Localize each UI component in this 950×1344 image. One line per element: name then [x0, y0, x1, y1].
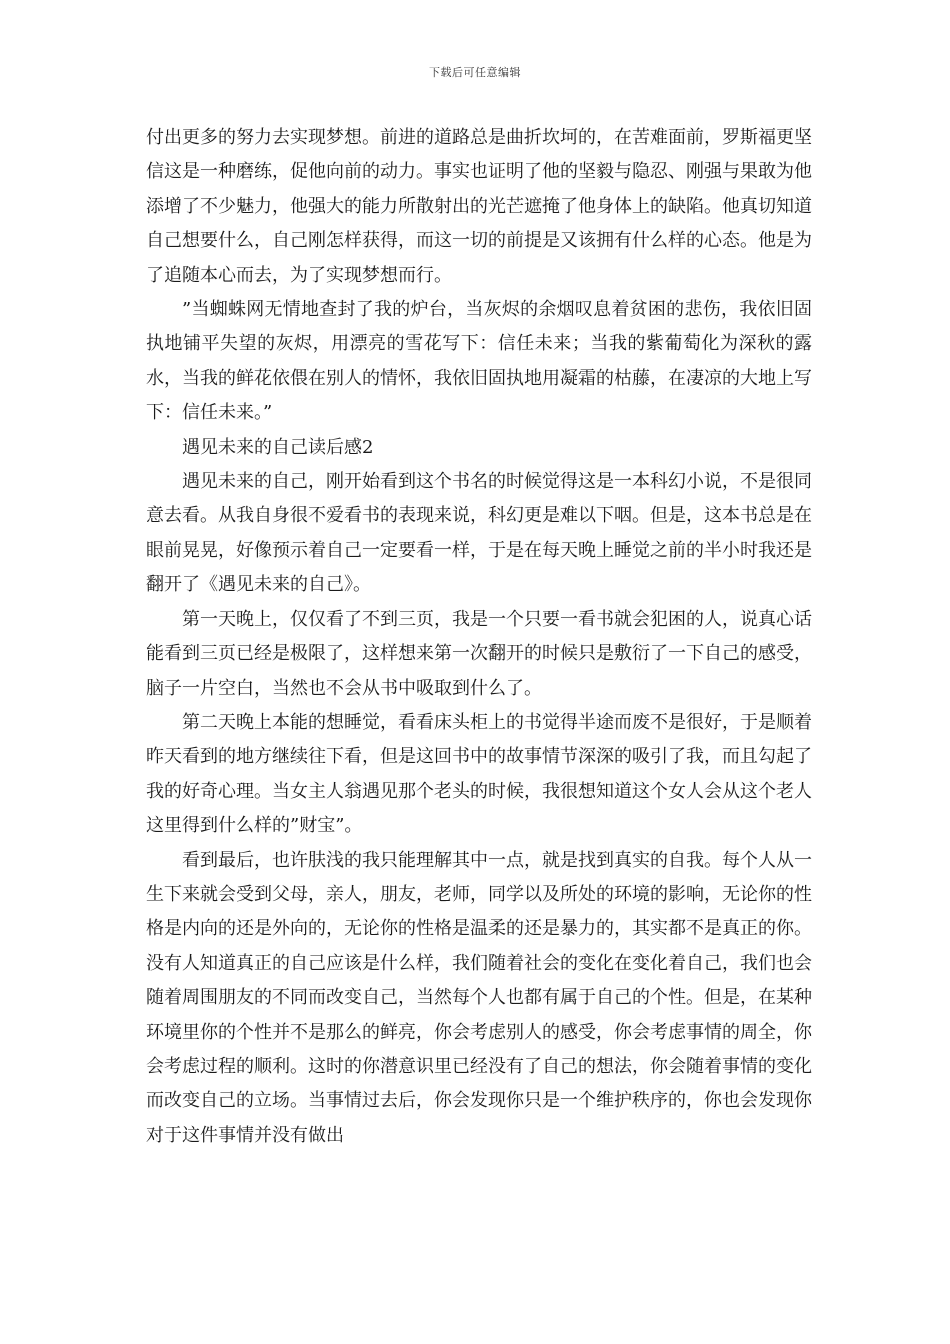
paragraph-3: 遇见未来的自己，刚开始看到这个书名的时候觉得这是一本科幻小说，不是很同意去看。从我自身很不爱看书的表现来说，科幻更是难以下咽。但是，这本书总是在眼前晃晃，好像预示着自己一定要看一样，于是在每天晚上睡觉之前的半小时我还是翻开了《遇见未来的自己》。 [146, 471, 812, 596]
section-heading: 遇见未来的自己读后感2 [182, 436, 374, 458]
paragraph-6: 看到最后，也许肤浅的我只能理解其中一点，就是找到真实的自我。每个人从一生下来就会受到父母，亲人，朋友，老师，同学以及所处的环境的影响，无论你的性格是内向的还是外向的，无论你的性格是温柔的还是暴力的，其实都不是真正的你。没有人知道真正的自己应该是什么样，我们随着社会的变化在变化着自己，我们也会随着周围朋友的不同而改变自己，当然每个人也都有属于自己的个性。但是，在某种环境里你的个性并不是那么的鲜亮，你会考虑别人的感受，你会考虑事情的周全，你会考虑过程的顺利。这时的你潜意识里已经没有了自己的想法，你会随着事情的变化而改变自己的立场。当事情过去后，你会发现你只是一个维护秩序的，你也会发现你对于这件事情并没有做出 [146, 849, 812, 1146]
document-body [146, 121, 812, 1153]
paragraph-5: 第二天晚上本能的想睡觉，看看床头柜上的书觉得半途而废不是很好，于是顺着昨天看到的地方继续往下看，但是这回书中的故事情节深深的吸引了我，而且勾起了我的好奇心理。当女主人翁遇见那个老头的时候，我很想知道这个女人会从这个老人这里得到什么样的”财宝”。 [146, 711, 812, 837]
paragraph-1: 付出更多的努力去实现梦想。前进的道路总是曲折坎坷的，在苦难面前，罗斯福更坚信这是一种磨练，促他向前的动力。事实也证明了他的坚毅与隐忍、刚强与果敢为他添增了不少魅力，他强大的能力所散射出的光芒遮掩了他身体上的缺陷。他真切知道自己想要什么，自己刚怎样获得，而这一切的前提是又该拥有什么样的心态。他是为了追随本心而去，为了实现梦想而行。 [146, 127, 812, 286]
page-header: 下载后可任意编辑 [429, 66, 521, 79]
paragraph-4: 第一天晚上，仅仅看了不到三页，我是一个只要一看书就会犯困的人，说真心话能看到三页已经是极限了，这样想来第一次翻开的时候只是敷衍了一下自己的感受，脑子一片空白，当然也不会从书中吸取到什么了。 [146, 608, 812, 699]
paragraph-2-quote: ”当蜘蛛网无情地查封了我的炉台，当灰烬的余烟叹息着贫困的悲伤，我依旧固执地铺平失望的灰烬，用漂亮的雪花写下：信任未来；当我的紫葡萄化为深秋的露水，当我的鲜花依偎在别人的情怀，我依旧固执地用凝霜的枯藤，在凄凉的大地上写下：信任未来。” [146, 299, 812, 424]
